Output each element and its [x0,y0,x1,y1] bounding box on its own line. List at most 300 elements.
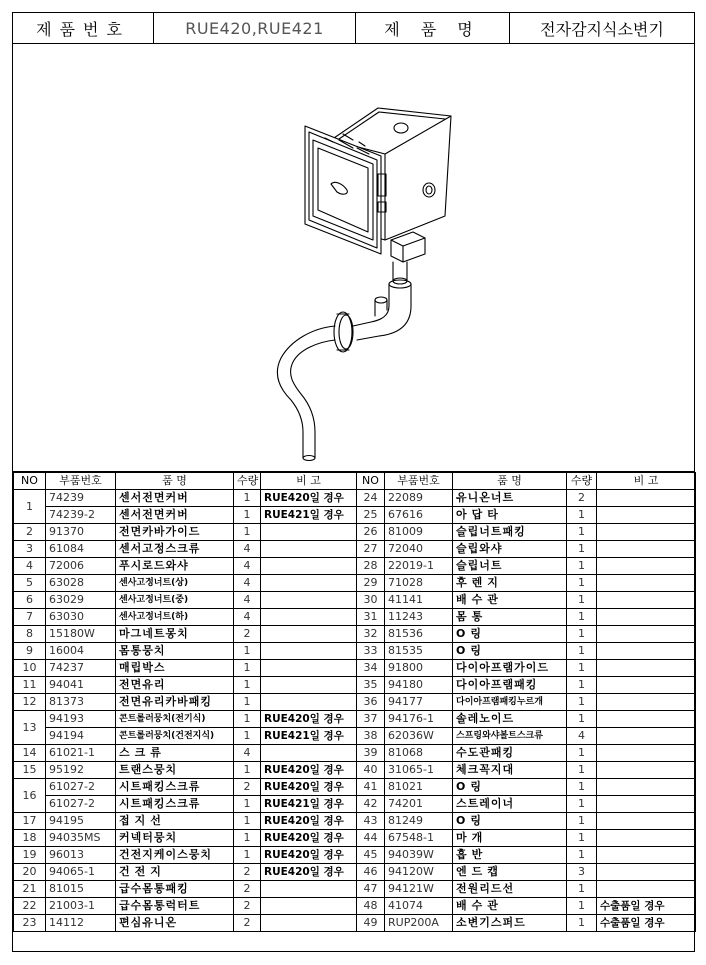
cell-no: 33 [357,643,385,660]
cell-no: 43 [357,813,385,830]
cell-qty: 1 [567,609,597,626]
cell-no: 42 [357,796,385,813]
cell-part-number: 91800 [385,660,453,677]
table-row [357,541,696,558]
table-row [357,660,696,677]
cell-part-name: 몸통 [453,609,567,626]
table-row [357,490,696,507]
cell-part-name: 배수관 [453,592,567,609]
cell-part-name: 스크류 [116,745,234,762]
part-no-label: 제품번호 [13,13,154,43]
col-no: NO [14,473,46,490]
cell-remark [261,660,357,677]
cell-part-number: 94194 [46,728,116,745]
table-row [357,762,696,779]
cell-part-name: 스프링와샤볼트스크류 [453,728,567,745]
cell-part-name: 전원리드선 [453,881,567,898]
cell-part-number: 11243 [385,609,453,626]
parts-table-right [356,472,696,932]
cell-remark: RUE421일 경우 [261,728,357,745]
cell-part-name: 콘트롤러뭉치(건전지식) [116,728,234,745]
cell-remark: 수출품일 경우 [597,915,696,932]
cell-part-name: 후렌지 [453,575,567,592]
cell-part-number: 94065-1 [46,864,116,881]
cell-remark: RUE420일 경우 [261,779,357,796]
cell-part-number: 61027-2 [46,796,116,813]
cell-no: 34 [357,660,385,677]
cell-no: 23 [14,915,46,932]
cell-qty: 1 [567,643,597,660]
cell-qty: 1 [567,881,597,898]
cell-no: 37 [357,711,385,728]
cell-qty: 1 [567,558,597,575]
col-part-number: 부품번호 [385,473,453,490]
cell-part-name: 센서전면커버 [116,507,234,524]
table-row [14,728,357,745]
cell-qty: 1 [567,915,597,932]
cell-part-number: 41141 [385,592,453,609]
cell-part-name: 다이아프램가이드 [453,660,567,677]
cell-qty: 1 [567,660,597,677]
table-row [357,592,696,609]
table-row [14,490,357,507]
cell-part-name: 엔드캡 [453,864,567,881]
cell-no: 29 [357,575,385,592]
product-drawing-area [13,44,694,472]
cell-qty: 2 [234,881,261,898]
cell-remark [597,728,696,745]
cell-qty: 1 [234,524,261,541]
cell-remark [597,813,696,830]
cell-no: 45 [357,847,385,864]
cell-no: 24 [357,490,385,507]
cell-part-number: 41074 [385,898,453,915]
cell-no: 48 [357,898,385,915]
cell-qty: 1 [567,524,597,541]
cell-part-number: 91370 [46,524,116,541]
table-row [14,915,357,932]
cell-no: 7 [14,609,46,626]
cell-part-number: 94195 [46,813,116,830]
cell-qty: 1 [234,643,261,660]
cell-remark [597,609,696,626]
cell-part-number: 63030 [46,609,116,626]
cell-remark [261,915,357,932]
cell-part-name: 소변기스퍼드 [453,915,567,932]
cell-no: 36 [357,694,385,711]
table-row [14,779,357,796]
cell-remark [597,711,696,728]
cell-qty: 1 [567,898,597,915]
cell-part-name: 푸시로드와샤 [116,558,234,575]
cell-remark [597,507,696,524]
cell-part-number: 15180W [46,626,116,643]
cell-qty: 3 [567,864,597,881]
cell-part-name: 급수몸통럭터트 [116,898,234,915]
table-row [357,881,696,898]
col-no: NO [357,473,385,490]
cell-part-name: 센서고정스크류 [116,541,234,558]
cell-part-name: 건전지케이스뭉치 [116,847,234,864]
cell-no: 1 [14,490,46,524]
cell-part-number: 94041 [46,677,116,694]
cell-no: 22 [14,898,46,915]
table-row [14,864,357,881]
cell-part-number: 16004 [46,643,116,660]
cell-qty: 4 [234,541,261,558]
cell-no: 38 [357,728,385,745]
table-row [357,745,696,762]
col-qty: 수량 [234,473,261,490]
table-row [14,830,357,847]
cell-remark [597,779,696,796]
cell-part-number: 94121W [385,881,453,898]
cell-qty: 4 [234,745,261,762]
cell-qty: 1 [567,796,597,813]
cell-part-name: 센사고정너트(중) [116,592,234,609]
cell-part-number: RUP200A [385,915,453,932]
cell-part-name: 마그네트몽치 [116,626,234,643]
cell-qty: 1 [234,830,261,847]
product-name-label: 제 품 명 [356,13,510,43]
cell-qty: 4 [567,728,597,745]
table-row [357,626,696,643]
cell-no: 25 [357,507,385,524]
table-row [14,609,357,626]
cell-part-number: 61021-1 [46,745,116,762]
cell-qty: 1 [567,592,597,609]
cell-part-number: 67616 [385,507,453,524]
cell-remark [597,490,696,507]
cell-qty: 1 [234,490,261,507]
cell-no: 9 [14,643,46,660]
cell-no: 19 [14,847,46,864]
cell-qty: 1 [234,796,261,813]
cell-no: 40 [357,762,385,779]
table-row [14,762,357,779]
drawing-sheet [12,12,695,952]
cell-part-number: 81009 [385,524,453,541]
cell-no: 13 [14,711,46,745]
table-row [357,677,696,694]
table-row [14,643,357,660]
table-header-row [357,473,696,490]
table-row [357,558,696,575]
cell-qty: 1 [567,830,597,847]
cell-part-number: 62036W [385,728,453,745]
cell-remark [597,796,696,813]
cell-remark [597,745,696,762]
table-row [14,847,357,864]
cell-no: 31 [357,609,385,626]
cell-no: 49 [357,915,385,932]
cell-no: 18 [14,830,46,847]
cell-part-name: 솔레노이드 [453,711,567,728]
cell-part-number: 81068 [385,745,453,762]
cell-remark [261,626,357,643]
cell-part-number: 94180 [385,677,453,694]
cell-part-number: 14112 [46,915,116,932]
table-row [357,694,696,711]
cell-part-name: 흡반 [453,847,567,864]
cell-no: 30 [357,592,385,609]
cell-no: 26 [357,524,385,541]
table-row [14,694,357,711]
cell-remark: RUE420일 경우 [261,813,357,830]
cell-qty: 1 [567,847,597,864]
cell-part-number: 74237 [46,660,116,677]
cell-remark [597,541,696,558]
table-row [14,524,357,541]
table-row [14,541,357,558]
cell-part-number: 94193 [46,711,116,728]
cell-part-name: 시트패킹스크류 [116,779,234,796]
cell-remark [597,847,696,864]
table-row [357,524,696,541]
table-row [357,847,696,864]
cell-remark: RUE420일 경우 [261,847,357,864]
cell-qty: 2 [234,898,261,915]
cell-qty: 1 [567,762,597,779]
cell-part-number: 61084 [46,541,116,558]
cell-remark [597,881,696,898]
cell-part-number: 94177 [385,694,453,711]
cell-part-number: 94035MS [46,830,116,847]
cell-part-name: O링 [453,643,567,660]
cell-qty: 1 [567,745,597,762]
cell-no: 16 [14,779,46,813]
cell-part-number: 94039W [385,847,453,864]
cell-part-name: 센사고정너트(상) [116,575,234,592]
cell-remark [261,898,357,915]
cell-qty: 2 [234,915,261,932]
cell-part-number: 81373 [46,694,116,711]
cell-remark [261,575,357,592]
cell-qty: 2 [234,626,261,643]
cell-qty: 1 [567,626,597,643]
cell-no: 44 [357,830,385,847]
cell-part-number: 72006 [46,558,116,575]
cell-qty: 4 [234,558,261,575]
cell-part-name: 아답타 [453,507,567,524]
cell-no: 35 [357,677,385,694]
cell-no: 5 [14,575,46,592]
cell-part-name: 전면유리카바패킹 [116,694,234,711]
cell-part-name: 전면유리 [116,677,234,694]
table-row [14,660,357,677]
table-row [14,575,357,592]
table-row [14,796,357,813]
cell-remark [261,881,357,898]
cell-remark: RUE421일 경우 [261,507,357,524]
cell-part-number: 71028 [385,575,453,592]
cell-part-number: 74239 [46,490,116,507]
cell-qty: 4 [234,609,261,626]
cell-qty: 1 [234,813,261,830]
cell-no: 6 [14,592,46,609]
cell-part-number: 61027-2 [46,779,116,796]
cell-part-name: O링 [453,626,567,643]
cell-remark: RUE420일 경우 [261,490,357,507]
cell-no: 27 [357,541,385,558]
table-row [357,864,696,881]
parts-table-left [13,472,357,932]
cell-remark [261,524,357,541]
col-part-name: 품 명 [453,473,567,490]
table-row [357,728,696,745]
col-part-name: 품 명 [116,473,234,490]
table-row [357,898,696,915]
cell-no: 8 [14,626,46,643]
cell-part-name: 접지선 [116,813,234,830]
title-block [13,13,694,44]
cell-part-name: 유니온너트 [453,490,567,507]
table-row [14,507,357,524]
cell-remark [597,524,696,541]
cell-no: 11 [14,677,46,694]
cell-qty: 1 [567,575,597,592]
cell-no: 20 [14,864,46,881]
col-remark: 비 고 [261,473,357,490]
cell-qty: 1 [234,728,261,745]
cell-part-name: 다이아프램패킹누르개 [453,694,567,711]
table-row [14,745,357,762]
col-qty: 수량 [567,473,597,490]
cell-part-number: 21003-1 [46,898,116,915]
cell-remark [597,830,696,847]
cell-part-name: 시트패킹스크류 [116,796,234,813]
cell-no: 3 [14,541,46,558]
cell-part-name: O링 [453,779,567,796]
cell-remark [597,626,696,643]
cell-remark: RUE420일 경우 [261,711,357,728]
cell-part-name: 전면카바가이드 [116,524,234,541]
cell-part-name: 몸통뭉치 [116,643,234,660]
cell-remark: RUE420일 경우 [261,830,357,847]
cell-qty: 1 [567,779,597,796]
cell-part-number: 67548-1 [385,830,453,847]
sensor-valve-drawing [13,44,694,470]
table-row [14,711,357,728]
cell-qty: 1 [234,711,261,728]
cell-remark: 수출품일 경우 [597,898,696,915]
cell-part-name: 급수몸통패킹 [116,881,234,898]
cell-part-number: 31065-1 [385,762,453,779]
product-name-value: 전자감지식소변기 [540,19,664,39]
cell-part-name: 센사고정너트(하) [116,609,234,626]
cell-qty: 1 [567,711,597,728]
cell-part-number: 74201 [385,796,453,813]
cell-remark [597,558,696,575]
table-row [357,609,696,626]
cell-qty: 1 [567,677,597,694]
cell-part-name: O링 [453,813,567,830]
cell-remark [261,745,357,762]
cell-part-number: 81249 [385,813,453,830]
cell-part-name: 슬립와샤 [453,541,567,558]
table-row [14,813,357,830]
cell-remark [597,864,696,881]
cell-part-name: 스트레이너 [453,796,567,813]
cell-part-number: 94120W [385,864,453,881]
cell-part-name: 체크꼭지대 [453,762,567,779]
col-part-number: 부품번호 [46,473,116,490]
cell-remark [597,660,696,677]
cell-part-name: 배수관 [453,898,567,915]
cell-remark [261,558,357,575]
cell-part-number: 95192 [46,762,116,779]
cell-no: 4 [14,558,46,575]
cell-part-number: 94176-1 [385,711,453,728]
cell-part-number: 81015 [46,881,116,898]
cell-part-number: 96013 [46,847,116,864]
cell-part-number: 81536 [385,626,453,643]
cell-qty: 1 [234,694,261,711]
cell-remark: RUE420일 경우 [261,864,357,881]
cell-part-name: 콘트롤러뭉치(전기식) [116,711,234,728]
part-no-value: RUE420,RUE421 [154,13,356,43]
col-remark: 비 고 [597,473,696,490]
cell-qty: 1 [234,762,261,779]
cell-qty: 1 [567,541,597,558]
table-row [357,507,696,524]
cell-remark [261,609,357,626]
cell-qty: 2 [234,864,261,881]
cell-qty: 2 [567,490,597,507]
cell-part-number: 22089 [385,490,453,507]
table-row [14,881,357,898]
cell-no: 28 [357,558,385,575]
cell-qty: 4 [234,592,261,609]
cell-no: 10 [14,660,46,677]
cell-part-number: 72040 [385,541,453,558]
cell-remark [261,643,357,660]
table-row [357,830,696,847]
table-row [14,898,357,915]
cell-remark [597,643,696,660]
cell-part-name: 커넥터뭉치 [116,830,234,847]
cell-part-name: 슬립너트 [453,558,567,575]
cell-no: 39 [357,745,385,762]
table-row [357,779,696,796]
cell-no: 14 [14,745,46,762]
cell-part-name: 슬립너트패킹 [453,524,567,541]
cell-part-name: 센서전면커버 [116,490,234,507]
cell-no: 12 [14,694,46,711]
cell-remark [597,592,696,609]
cell-no: 46 [357,864,385,881]
cell-remark [597,575,696,592]
cell-qty: 1 [567,694,597,711]
table-row [14,592,357,609]
cell-remark [261,677,357,694]
cell-remark [261,541,357,558]
cell-remark [261,694,357,711]
cell-no: 32 [357,626,385,643]
cell-qty: 1 [567,507,597,524]
table-row [357,915,696,932]
table-header-row [14,473,357,490]
cell-part-name: 매립박스 [116,660,234,677]
cell-remark [597,762,696,779]
table-row [14,626,357,643]
cell-part-name: 마개 [453,830,567,847]
cell-remark: RUE420일 경우 [261,762,357,779]
cell-remark [597,677,696,694]
cell-part-name: 트랜스뭉치 [116,762,234,779]
cell-part-number: 22019-1 [385,558,453,575]
cell-part-name: 건전지 [116,864,234,881]
